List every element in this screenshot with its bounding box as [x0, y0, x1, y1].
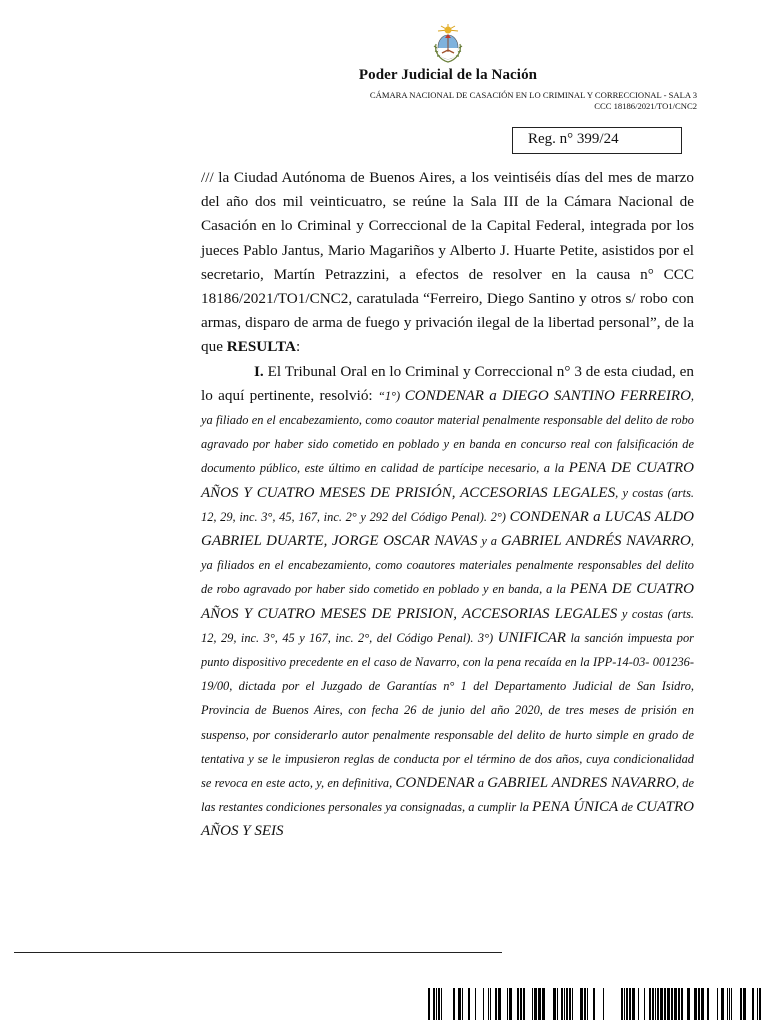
quote-part: , de las restantes condiciones personales ya consignadas, a cumplir la: [201, 776, 695, 815]
barcode-bar: [649, 988, 651, 1020]
barcode-bar: [694, 988, 697, 1020]
barcode-bar: [621, 988, 623, 1020]
quote-part: GABRIEL ANDRES NAVARRO: [487, 775, 676, 792]
barcode-bar: [644, 988, 645, 1020]
quote-part: CONDENAR a DIEGO SANTINO FERREIRO: [404, 387, 691, 404]
barcode-bar: [759, 988, 761, 1020]
barcode-bar: [561, 988, 563, 1020]
barcode-bar: [655, 988, 656, 1020]
barcode-bar: [757, 988, 758, 1020]
barcode-bar: [729, 988, 730, 1020]
barcode-bar: [438, 988, 440, 1020]
quote-part: y costas (arts. 12, 29, inc. 3°, 45 y 167, inc. 2°, del Código Penal). 3°): [201, 606, 694, 645]
opening-paragraph: [201, 166, 694, 360]
barcode-bar: [569, 988, 571, 1020]
barcode-bar: [701, 988, 704, 1020]
quote-part: , y costas (arts. 12, 29, inc. 3°, 45, 167, inc. 2° y 292 del Código Penal). 2°): [201, 485, 694, 524]
barcode-bar: [542, 988, 545, 1020]
document-body: [201, 166, 694, 844]
barcode-bar: [538, 988, 541, 1020]
barcode-bar: [603, 988, 604, 1020]
chamber-name: CÁMARA NACIONAL DE CASACIÓN EN LO CRIMINAL Y CORRECCIONAL - SALA 3: [369, 90, 697, 100]
barcode-bar: [652, 988, 654, 1020]
barcode-bar: [731, 988, 732, 1020]
quote-part: de: [618, 800, 637, 815]
barcode-bar: [483, 988, 484, 1020]
barcode-bar: [667, 988, 670, 1020]
barcode-bar: [580, 988, 583, 1020]
quote-part: UNIFICAR: [497, 629, 566, 646]
barcode-bar: [707, 988, 709, 1020]
barcode-bar: [433, 988, 435, 1020]
court-title: Poder Judicial de la Nación: [358, 67, 538, 83]
barcode-bar: [698, 988, 700, 1020]
barcode-bar: [523, 988, 525, 1020]
resulta-heading: RESULTA: [226, 338, 296, 356]
barcode-bar: [632, 988, 635, 1020]
barcode-bar: [462, 988, 463, 1020]
barcode-bar: [687, 988, 690, 1020]
barcode-bar: [517, 988, 519, 1020]
barcode-bar: [727, 988, 728, 1020]
barcode-bar: [566, 988, 568, 1020]
register-number: Reg. n° 399/24: [528, 131, 619, 147]
resulta-colon: :: [295, 338, 301, 356]
barcode-bar: [664, 988, 666, 1020]
barcode-bar: [740, 988, 742, 1020]
paragraph-i: [201, 360, 694, 844]
barcode-bar: [572, 988, 573, 1020]
barcode-bar: [752, 988, 754, 1020]
barcode-bar: [584, 988, 586, 1020]
barcode-bar: [436, 988, 437, 1020]
barcode-bar: [495, 988, 497, 1020]
barcode-bar: [475, 988, 476, 1020]
quote-part: a: [474, 776, 488, 791]
barcode-bar: [564, 988, 565, 1020]
barcode-bar: [428, 988, 430, 1020]
barcode-bar: [557, 988, 558, 1020]
barcode-bar: [678, 988, 680, 1020]
barcode-bar: [488, 988, 489, 1020]
barcode-bar: [717, 988, 718, 1020]
barcode-bar: [509, 988, 512, 1020]
register-number-box: [512, 127, 682, 154]
chamber-heading: [370, 90, 697, 112]
barcode-bar: [626, 988, 628, 1020]
case-code: CCC 18186/2021/TO1/CNC2: [594, 101, 697, 111]
barcode-bar: [498, 988, 501, 1020]
barcode-bar: [743, 988, 746, 1020]
footer-divider: [14, 952, 502, 953]
barcode-bar: [458, 988, 461, 1020]
barcode-bar: [681, 988, 683, 1020]
quote-part: PENA ÚNICA: [532, 799, 619, 816]
quote-part: PENA DE CUATRO AÑOS Y CUATRO MESES DE PRISION, ACCESORIAS LEGALES: [201, 581, 694, 622]
barcode-bar: [671, 988, 673, 1020]
barcode-bar: [674, 988, 677, 1020]
section-label-i: I.: [254, 362, 264, 380]
paragraph-i-intro: El Tribunal Oral en lo Criminal y Correccional n° 3 de esta ciudad, en lo aquí pertinente, resolvió:: [201, 362, 694, 404]
barcode-bar: [629, 988, 631, 1020]
barcode-bar: [721, 988, 724, 1020]
barcode-bar: [624, 988, 625, 1020]
barcode-bar: [657, 988, 659, 1020]
barcode-bar: [638, 988, 639, 1020]
quote-part: CONDENAR a LUCAS ALDO GABRIEL DUARTE, JORGE OSCAR NAVAS: [201, 508, 694, 550]
barcode-bar: [534, 988, 537, 1020]
barcode-bar: [453, 988, 455, 1020]
national-coat-of-arms-seal: [428, 22, 468, 64]
quote-part: CUATRO AÑOS Y SEIS: [201, 799, 694, 840]
quote-part: CONDENAR: [395, 775, 475, 792]
barcode-bar: [587, 988, 588, 1020]
quote-part: , ya filiados en el encabezamiento, como coautores materiales penalmente responsables del delito de robo agravado por haber sido cometido en poblado y en banda, a la: [201, 534, 694, 597]
quote-part: PENA DE CUATRO AÑOS Y CUATRO MESES DE PRISIÓN, ACCESORIAS LEGALES: [201, 460, 694, 501]
barcode-bar: [507, 988, 508, 1020]
quote-part: , ya filiado en el encabezamiento, como coautor material penalmente responsable del delito de robo agravado por haber sido cometido en poblado y en banda en concurso real con falsificación de documento público, este último en calidad de partícipe necesario, a la: [201, 388, 695, 476]
barcode-bar: [532, 988, 533, 1020]
quote-part: GABRIEL ANDRÉS NAVARRO: [500, 533, 691, 550]
barcode-bar: [520, 988, 522, 1020]
barcode-bar: [593, 988, 595, 1020]
quote-part: y a: [477, 534, 501, 549]
quote-part: la sanción impuesta por punto dispositivo precedente en el caso de Navarro, con la pena recaída en la IPP-14-03- 001236-19/00, dictada por el Juzgado de Garantías n° 1 del Departamento Judicial de San Isidro, Provincia de Buenos Aires, con fecha 26 de junio del año 2020, de tres meses de prisión en suspenso, por considerarlo autor penalmente responsable del delito de hurto simple en grado de tentativa y se le impusieron reglas de conducta por el término de dos años, cuya condicionalidad se revoca en este acto, y, en definitiva,: [201, 630, 694, 791]
barcode-bar: [441, 988, 442, 1020]
barcode-bar: [468, 988, 470, 1020]
barcode: [428, 988, 768, 1020]
barcode-bar: [490, 988, 491, 1020]
barcode-bar: [660, 988, 663, 1020]
opening-text: /// la Ciudad Autónoma de Buenos Aires, a los veintiséis días del mes de marzo del año dos mil veinticuatro, se reúne la Sala III de la Cámara Nacional de Casación en lo Criminal y Correccional de la Capital Federal, integrada por los jueces Pablo Jantus, Mario Magariños y Alberto J. Huarte Petite, asistidos por el secretario, Martín Petrazzini, a efectos de resolver en la causa n° CCC 18186/2021/TO1/CNC2, caratulada “Ferreiro, Diego Santino y otros s/ robo con armas, disparo de arma de fuego y privación ilegal de la libertad personal”, de la que: [201, 169, 694, 356]
barcode-bar: [553, 988, 556, 1020]
quote-part: “1°): [377, 388, 405, 403]
